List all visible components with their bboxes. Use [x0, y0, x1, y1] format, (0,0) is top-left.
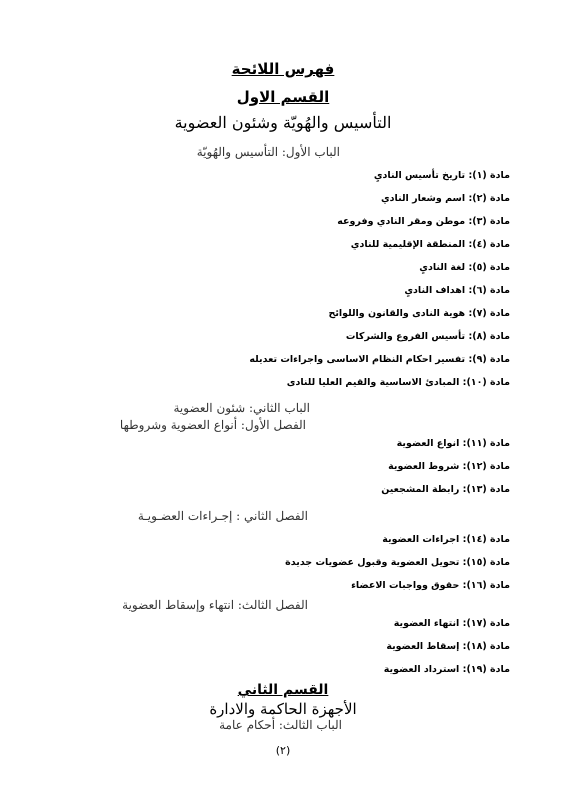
section-termination: الفصل الثالث: انتهاء وإسقاط العضوية: [122, 598, 308, 612]
section1-title: القسم الاول: [236, 88, 330, 106]
article-row: مادة (١٠): المبادئ الاساسية والقيم العليا للنادى: [286, 377, 510, 388]
article-row: مادة (٩): تفسير احكام النظام الاساسى واجراءات تعديله: [249, 354, 510, 365]
chapter1-heading: الباب الأول: التأسيس والهُويّة: [196, 145, 340, 159]
article-row: مادة (١٢): شروط العضوية: [388, 461, 510, 472]
section-procedures: الفصل الثاني : إجـراءات العضـويـة: [137, 509, 308, 523]
article-row: مادة (١٨): إسقاط العضوية: [386, 641, 510, 652]
article-row: مادة (١١): انواع العضوية: [396, 438, 510, 449]
article-row: مادة (٣): موطن ومقر النادي وفروعه: [337, 216, 510, 227]
article-row: مادة (١٩): استرداد العضوية: [383, 664, 510, 675]
page-number: (٢): [275, 744, 291, 757]
section-membership-types: الفصل الأول: أنواع العضوية وشروطها: [119, 418, 306, 432]
article-row: مادة (١٥): تحويل العضوية وقبول عضويات جديدة: [285, 557, 510, 568]
section2-title: القسم الثاني: [237, 682, 329, 698]
section1-subtitle: التأسيس والهُويّة وشئون العضوية: [174, 113, 392, 132]
article-row: مادة (٢): اسم وشعار النادي: [380, 193, 510, 204]
article-row: مادة (٦): اهداف الناديِ: [404, 285, 510, 296]
article-row: مادة (٤): المنطقة الإقليمية للنادي: [350, 239, 510, 250]
article-row: مادة (١٤): اجراءات العضوية: [382, 534, 510, 545]
article-row: مادة (١٦): حقوق وواجبات الاعضاء: [351, 580, 510, 591]
index-title: فهرس اللائحة: [231, 60, 335, 78]
article-row: مادة (١٧): انتهاء العضوية: [393, 618, 510, 629]
article-row: مادة (٧): هوية النادى والقانون واللوائح: [328, 308, 510, 319]
article-row: مادة (١٣): رابطة المشجعين: [381, 484, 510, 495]
article-row: مادة (٥): لغة الناديِ: [419, 262, 510, 273]
article-row: مادة (٨): تأسيس الفروع والشركات: [345, 331, 510, 342]
chapter2-heading: الباب الثاني: شئون العضوية: [173, 401, 310, 415]
chapter3-heading: الباب الثالث: أحكام عامة: [219, 718, 342, 732]
section2-subtitle: الأجهزة الحاكمة والادارة: [209, 700, 357, 718]
section2-heading: [0, 682, 566, 718]
article-row: مادة (١): تاريخ تأسيس الناديِ: [373, 170, 510, 181]
